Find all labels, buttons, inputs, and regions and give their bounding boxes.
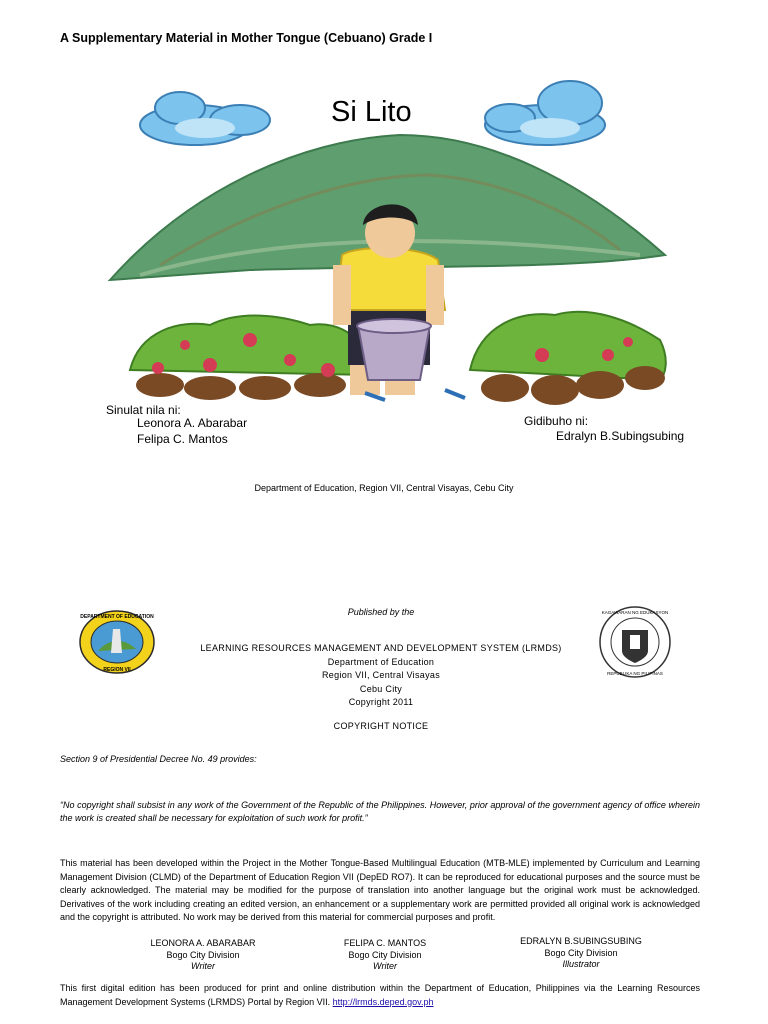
bush-right (470, 312, 666, 405)
signatory (496, 936, 666, 971)
signatory-division: Bogo City Division (348, 949, 422, 960)
signatory-name: EDRALYN B.SUBINGSUBING (520, 936, 642, 946)
signatory (118, 938, 288, 973)
cloud-right-icon (485, 81, 605, 145)
publisher-line: Copyright 2011 (348, 697, 414, 707)
signatory-role: Illustrator (562, 959, 600, 969)
signatory-division: Bogo City Division (166, 949, 240, 960)
signatory-name: FELIPA C. MANTOS (343, 938, 427, 948)
cloud-left-icon (140, 92, 270, 145)
seal-bottom-text: REGION VII (103, 667, 131, 673)
department-line: Department of Education, Region VII, Central Visayas, Cebu City (254, 483, 514, 493)
signatory-division: Bogo City Division (544, 947, 618, 958)
signatory-name: LEONORA A. ABARABAR (150, 938, 256, 948)
publisher-line: LEARNING RESOURCES MANAGEMENT AND DEVELOPMENT SYSTEM (LRMDS) (200, 643, 562, 653)
lrmds-link[interactable]: http://lrmds.deped.gov.ph (332, 996, 434, 1007)
usage-paragraph: This material has been developed within the Project in the Mother Tongue-Based Multilingual Education (MTB-MLE) implemented by Curriculum and Learning Management Division (CLMD) of the Department of Education Region VII (DepED RO7). It can be reproduced for educational purposes and the source must be clearly acknowledged. The material may be modified for the purpose of translation into another language but the original work must be acknowledged. Derivatives of the work including creating an edited version, an enhancement or a supplementary work are permitted provided all original work is acknowledged and the copyright is attributed. No work may be derived from this material for commercial purposes and profit. (60, 858, 700, 922)
author-name: Leonora A. Abarabar (137, 416, 248, 430)
author-name: Felipa C. Mantos (137, 432, 228, 446)
seal-top-text: DEPARTMENT OF EDUCATION (80, 614, 154, 620)
bush-left (130, 316, 370, 400)
document-header: A Supplementary Material in Mother Tongue (Cebuano) Grade I (60, 31, 433, 45)
signatory-role: Writer (373, 961, 397, 971)
copyright-notice: COPYRIGHT NOTICE (333, 721, 429, 731)
signatory (300, 938, 470, 973)
seal-bottom-text: REPUBLIKA NG PILIPINAS (607, 671, 663, 676)
copyright-quote: “No copyright shall subsist in any work of the Government of the Republic of the Philippines. However, prior approval of the government agency of office wherein the work is created shall be necessary for exploitation of such work for profit.” (60, 800, 700, 823)
closing-paragraph (60, 982, 700, 1009)
written-by-label: Sinulat nila ni: (106, 403, 181, 417)
book-title: Si Lito (331, 96, 412, 128)
seal-top-text: KAGAWARAN NG EDUKASYON (601, 610, 669, 615)
section-reference: Section 9 of Presidential Decree No. 49 provides: (60, 754, 257, 764)
publisher-line: Department of Education (327, 657, 435, 667)
illustrator-name: Edralyn B.Subingsubing (556, 429, 685, 443)
published-by: Published by the (347, 607, 415, 617)
signatory-role: Writer (191, 961, 215, 971)
publisher-line: Region VII, Central Visayas (322, 670, 440, 680)
illustrated-by-label: Gidibuho ni: (524, 414, 589, 428)
closing-text: This first digital edition has been produced for print and online distribution within the Department of Education, Philippines via the Learning Resources Management Development Systems (LRMDS) Portal by Region VII. (60, 983, 700, 1007)
publisher-line: Cebu City (359, 684, 403, 694)
